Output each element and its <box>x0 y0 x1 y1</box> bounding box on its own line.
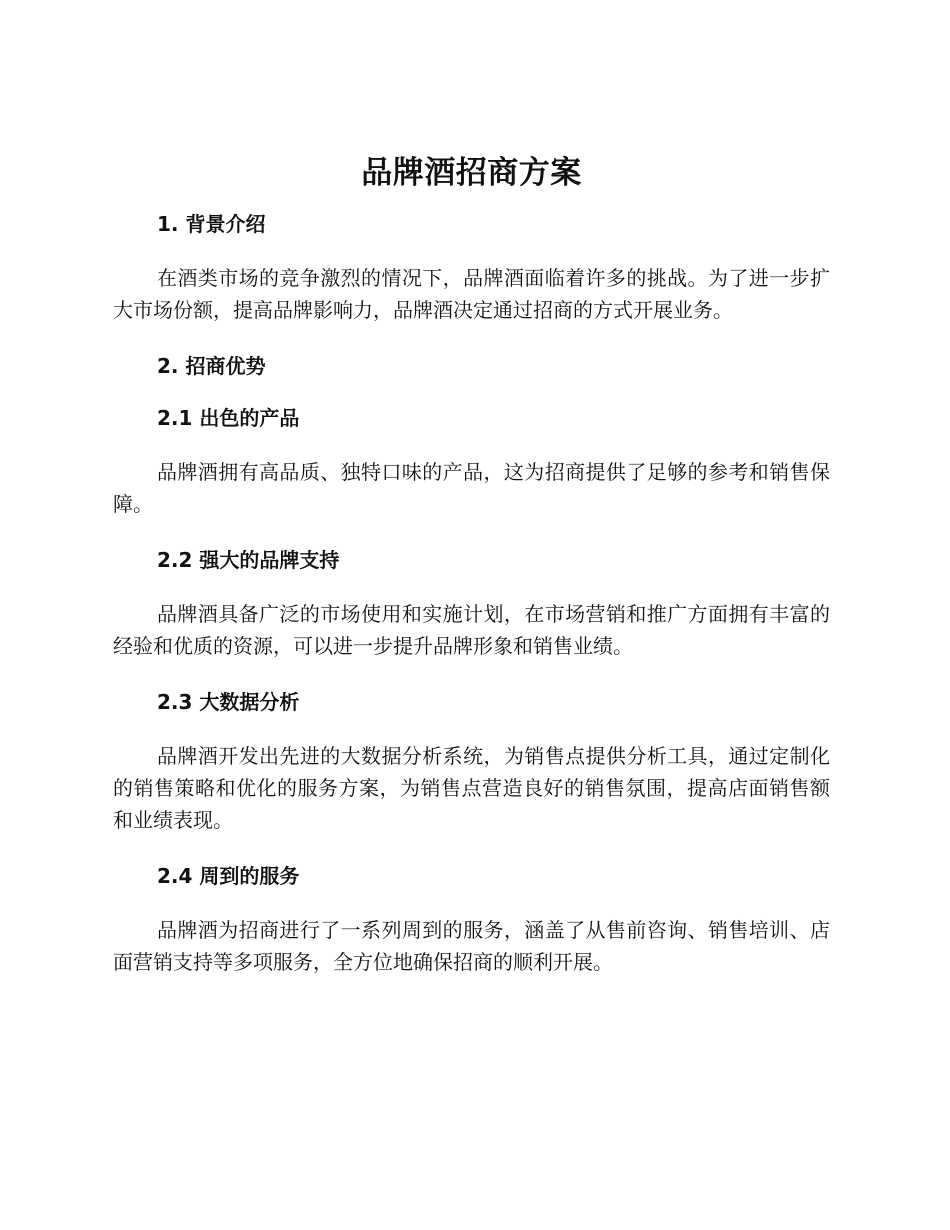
section-paragraph-brand-support: 品牌酒具备广泛的市场使用和实施计划，在市场营销和推广方面拥有丰富的经验和优质的资源，可以进一步提升品牌形象和销售业绩。 <box>113 602 830 658</box>
section-paragraph-service: 品牌酒为招商进行了一系列周到的服务，涵盖了从售前咨询、销售培训、店面营销支持等多项服务，全方位地确保招商的顺利开展。 <box>113 918 830 974</box>
document-title: 品牌酒招商方案 <box>361 155 582 191</box>
section-heading-advantages: 2. 招商优势 <box>157 354 266 378</box>
section-heading-big-data: 2.3 大数据分析 <box>157 690 300 714</box>
section-paragraph-product: 品牌酒拥有高品质、独特口味的产品，这为招商提供了足够的参考和销售保障。 <box>113 460 830 516</box>
section-paragraph-big-data: 品牌酒开发出先进的大数据分析系统，为销售点提供分析工具，通过定制化的销售策略和优化的服务方案，为销售点营造良好的销售氛围，提高店面销售额和业绩表现。 <box>113 744 830 832</box>
section-heading-background: 1. 背景介绍 <box>157 212 266 236</box>
section-heading-product: 2.1 出色的产品 <box>157 406 300 430</box>
section-heading-brand-support: 2.2 强大的品牌支持 <box>157 548 340 572</box>
section-paragraph-background: 在酒类市场的竞争激烈的情况下，品牌酒面临着许多的挑战。为了进一步扩大市场份额，提高品牌影响力，品牌酒决定通过招商的方式开展业务。 <box>113 266 830 322</box>
section-heading-service: 2.4 周到的服务 <box>157 864 300 888</box>
